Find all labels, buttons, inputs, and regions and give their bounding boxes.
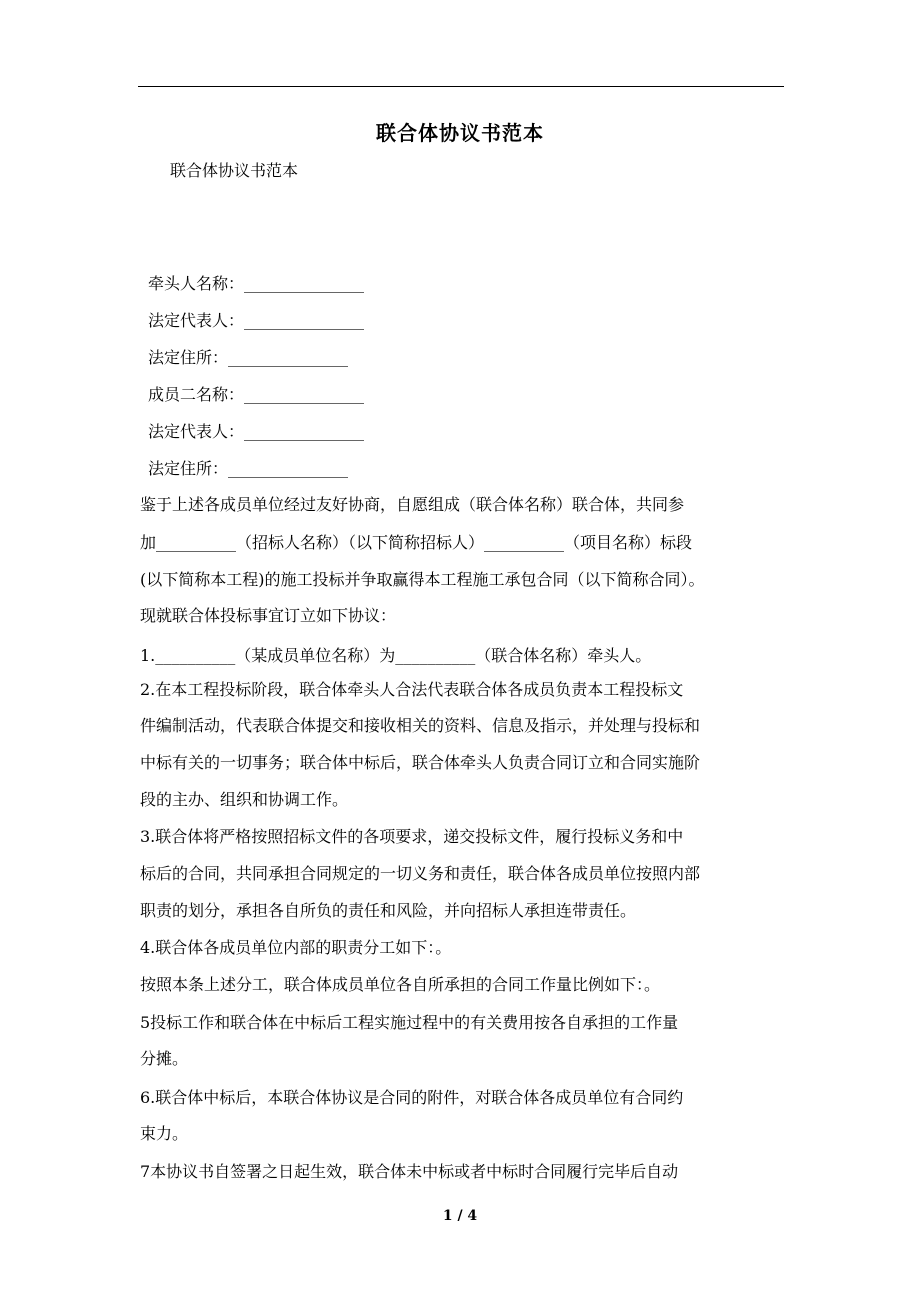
header-rule	[138, 86, 784, 87]
lead-representative-field: 法定代表人：_______________	[148, 311, 365, 330]
body-line: 1.__________（某成员单位名称）为__________（联合体名称）牵头人。	[140, 646, 652, 665]
body-line: 6.联合体中标后，本联合体协议是合同的附件，对联合体各成员单位有合同约	[140, 1088, 684, 1107]
body-line: 7本协议书自签署之日起生效，联合体未中标或者中标时合同履行完毕后自动	[140, 1162, 679, 1181]
body-line: 职责的划分，承担各自所负的责任和风险，并向招标人承担连带责任。	[140, 901, 637, 920]
document-title: 联合体协议书范本	[376, 121, 544, 145]
body-line: 件编制活动，代表联合体提交和接收相关的资料、信息及指示，并处理与投标和	[140, 716, 701, 735]
body-line: 3.联合体将严格按照招标文件的各项要求，递交投标文件，履行投标义务和中	[140, 827, 684, 846]
lead-name-field: 牵头人名称：_______________	[148, 274, 365, 293]
document-subtitle: 联合体协议书范本	[170, 161, 299, 180]
body-line: (以下简称本工程)的施工投标并争取赢得本工程施工承包合同（以下简称合同）。	[140, 570, 705, 589]
body-line: 标后的合同，共同承担合同规定的一切义务和责任，联合体各成员单位按照内部	[140, 864, 701, 883]
member2-representative-field: 法定代表人：_______________	[148, 422, 365, 441]
body-line: 鉴于上述各成员单位经过友好协商，自愿组成（联合体名称）联合体，共同参	[140, 495, 685, 514]
body-line: 5投标工作和联合体在中标后工程实施过程中的有关费用按各自承担的工作量	[140, 1013, 679, 1032]
body-line: 现就联合体投标事宜订立如下协议：	[140, 606, 397, 625]
body-line: 段的主办、组织和协调工作。	[140, 790, 349, 809]
body-line: 中标有关的一切事务；联合体中标后，联合体牵头人负责合同订立和合同实施阶	[140, 753, 701, 772]
body-line: 按照本条上述分工，联合体成员单位各自所承担的合同工作量比例如下：。	[140, 975, 661, 994]
lead-address-field: 法定住所：_______________	[148, 348, 349, 367]
member2-name-field: 成员二名称：_______________	[148, 385, 365, 404]
page-number: 1 / 4	[442, 1208, 478, 1224]
body-line: 2.在本工程投标阶段，联合体牵头人合法代表联合体各成员负责本工程投标文	[140, 680, 684, 699]
member2-address-field: 法定住所：_______________	[148, 459, 349, 478]
body-line: 4.联合体各成员单位内部的职责分工如下：。	[140, 938, 452, 957]
body-line: 加__________（招标人名称）（以下简称招标人）__________（项目名称）标段	[140, 533, 693, 552]
body-line: 束力。	[140, 1124, 189, 1143]
body-line: 分摊。	[140, 1049, 189, 1068]
